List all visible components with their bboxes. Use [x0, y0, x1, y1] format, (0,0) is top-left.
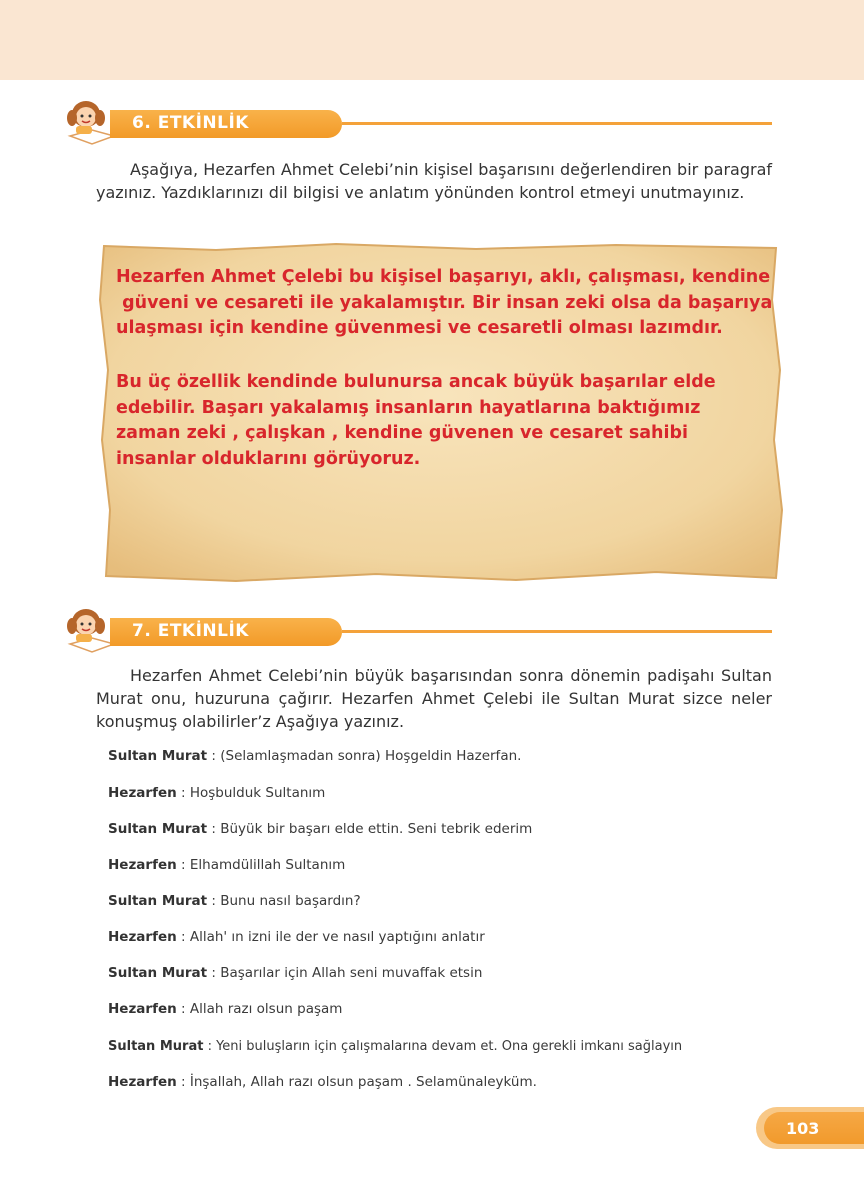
activity-7-instruction: Hezarfen Ahmet Celebi’nin büyük başarısından sonra dönemin padişahı Sultan Murat onu, huzuruna çağırır. Hezarfen Ahmet Çelebi ile Sultan Murat sizce neler konuşmuş olabilirler’z Aşağıya yazınız. — [96, 666, 772, 731]
dialogue-line: Hezarfen : Allah razı olsun paşam — [108, 1001, 343, 1017]
dialogue-line: Hezarfen : İnşallah, Allah razı olsun paşam . Selamünaleyküm. — [108, 1074, 537, 1090]
dialogue-line: Sultan Murat : Yeni buluşların için çalışmalarına devam et. Ona gerekli imkanı sağlayın — [108, 1039, 683, 1054]
activity-6-label: 6. ETKİNLİK — [132, 113, 249, 133]
activity-6-instruction: Aşağıya, Hezarfen Ahmet Celebi’nin kişisel başarısını değerlendiren bir paragraf yazınız. Yazdıklarınızı dil bilgisi ve anlatım yönünden kontrol etmeyi unutmayınız. — [96, 160, 772, 202]
dialogue-line: Sultan Murat : Büyük bir başarı elde ettin. Seni tebrik ederim — [108, 821, 533, 837]
activity-6-divider — [342, 122, 772, 125]
dialogue-line: Hezarfen : Elhamdülillah Sultanım — [108, 857, 346, 873]
dialogue-line: Sultan Murat : (Selamlaşmadan sonra) Hoşgeldin Hazerfan. — [108, 748, 522, 764]
dialogue-line: Hezarfen : Hoşbulduk Sultanım — [108, 785, 326, 801]
answer-paragraph-2: Bu üç özellik kendinde bulunursa ancak büyük başarılar elde edebilir. Başarı yakalamış insanların hayatlarına baktığımız zaman zeki , çalışkan , kendine güvenen ve cesaret sahibi insanlar olduklarını görüyoruz. — [116, 372, 716, 469]
page-number-tab — [756, 1107, 864, 1149]
activity-6-header — [62, 96, 772, 148]
dialogue-line: Hezarfen : Allah' ın izni ile der ve nasıl yaptığını anlatır — [108, 929, 485, 945]
top-band — [0, 0, 864, 80]
activity-7-label: 7. ETKİNLİK — [132, 621, 249, 641]
answer-parchment — [96, 240, 786, 585]
activity-7-header — [62, 604, 772, 656]
dialogue-line: Sultan Murat : Bunu nasıl başardın? — [108, 893, 361, 909]
dialogue-line: Sultan Murat : Başarılar için Allah seni muvaffak etsin — [108, 965, 483, 981]
activity-7-divider — [342, 630, 772, 633]
answer-paragraph-1: Hezarfen Ahmet Çelebi bu kişisel başarıyı, aklı, çalışması, kendine güveni ve cesareti ile yakalamıştır. Bir insan zeki olsa da başarıya ulaşması için kendine güvenmesi ve cesaretli olması lazımdır. — [116, 267, 773, 338]
page-number: 103 — [786, 1119, 820, 1138]
